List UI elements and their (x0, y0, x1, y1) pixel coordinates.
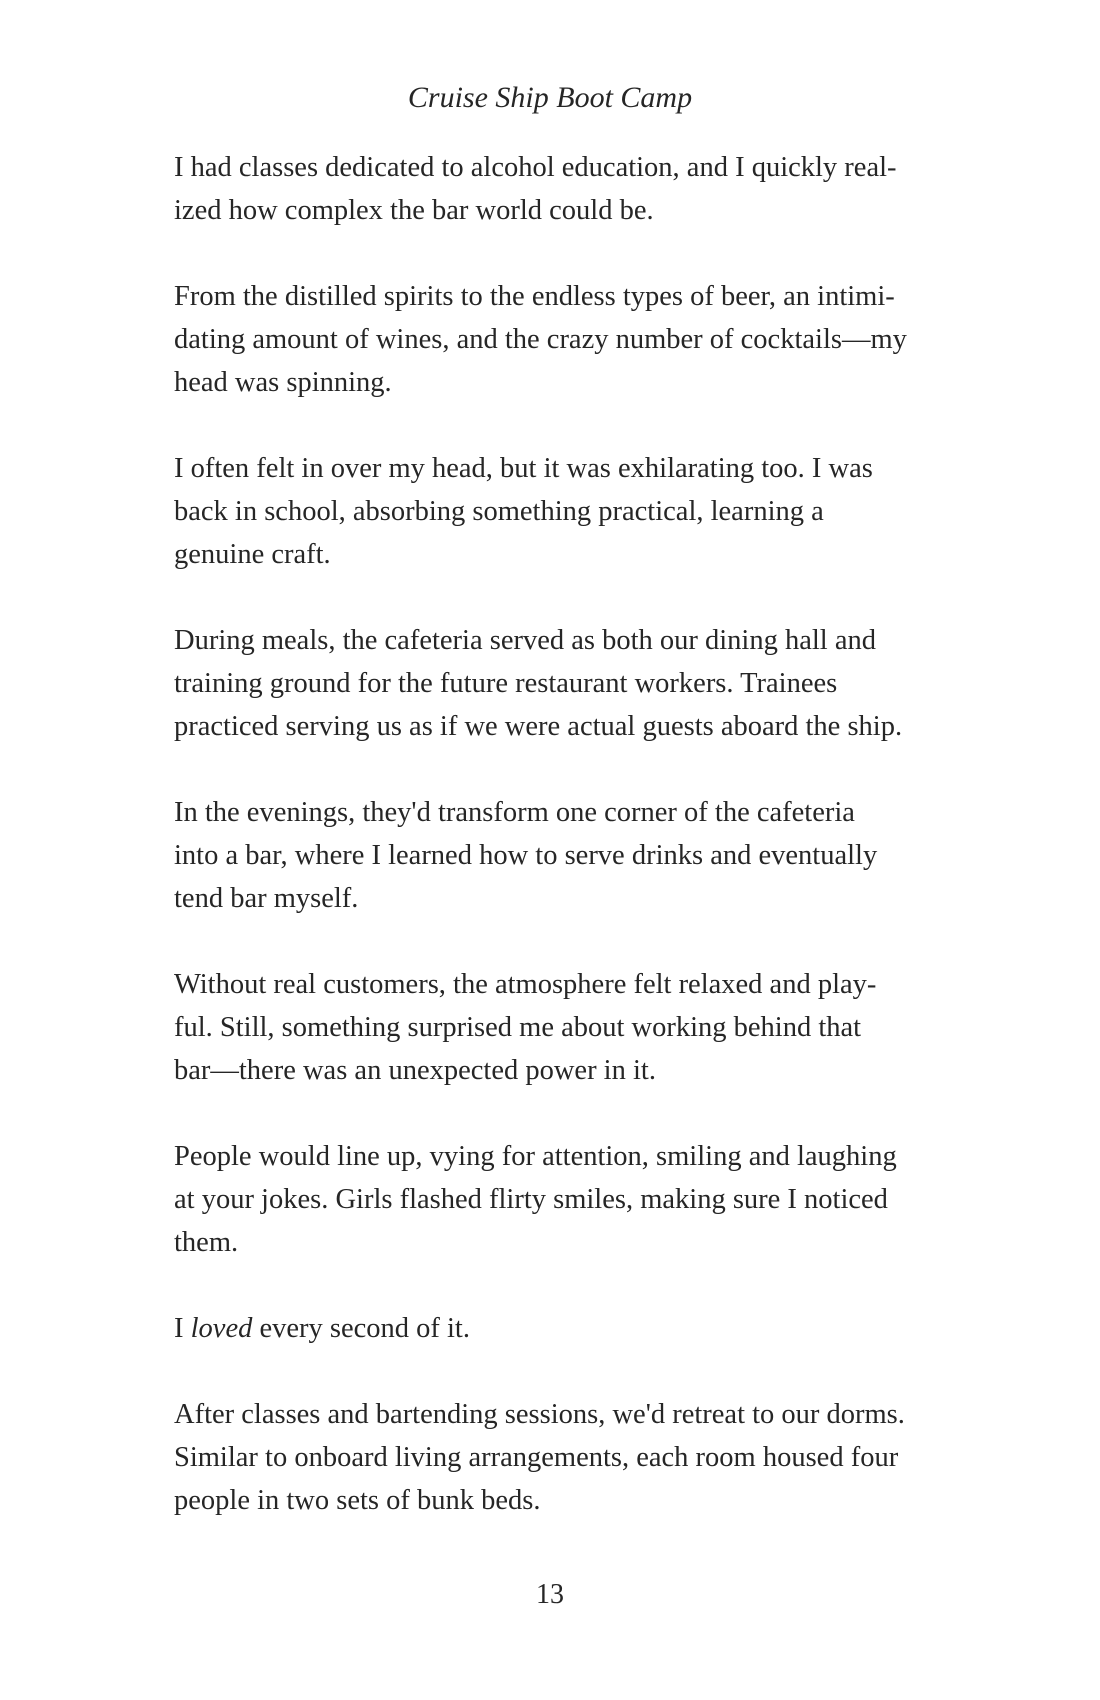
body-text (174, 146, 970, 1565)
paragraph-5 (174, 791, 970, 920)
text-line: at your jokes. Girls flashed flirty smiles, making sure I noticed (174, 1184, 888, 1215)
running-head: Cruise Ship Boot Camp (407, 81, 693, 114)
text-line: training ground for the future restaurant workers. Trainees (174, 668, 838, 699)
text-line: From the distilled spirits to the endless types of beer, an intimi- (174, 281, 895, 312)
text-line: Similar to onboard living arrangements, each room housed four (174, 1442, 899, 1473)
page-number: 13 (536, 1579, 564, 1610)
text-line: people in two sets of bunk beds. (174, 1485, 541, 1516)
text-line: Without real customers, the atmosphere felt relaxed and play- (174, 969, 877, 1000)
text-line: head was spinning. (174, 367, 392, 398)
paragraph-7 (174, 1135, 970, 1264)
text-line: back in school, absorbing something practical, learning a (174, 496, 824, 527)
emphasis-text: loved (190, 1313, 253, 1344)
text-line: ized how complex the bar world could be. (174, 195, 654, 226)
text-after: every second of it. (252, 1313, 470, 1344)
paragraph-1 (174, 146, 970, 232)
text-line: I often felt in over my head, but it was exhilarating too. I was (174, 453, 873, 484)
text-line: genuine craft. (174, 539, 331, 570)
text-line: I had classes dedicated to alcohol education, and I quickly real- (174, 152, 897, 183)
text-line: dating amount of wines, and the crazy number of cocktails—my (174, 324, 907, 355)
text-line (174, 1307, 970, 1350)
paragraph-6 (174, 963, 970, 1092)
paragraph-4 (174, 619, 970, 748)
paragraph-8 (174, 1307, 970, 1350)
text-line: People would line up, vying for attention, smiling and laughing (174, 1141, 897, 1172)
text-line: During meals, the cafeteria served as both our dining hall and (174, 625, 876, 656)
text-line: tend bar myself. (174, 883, 359, 914)
text-line: ful. Still, something surprised me about working behind that (174, 1012, 862, 1043)
text-line: bar—there was an unexpected power in it. (174, 1055, 656, 1086)
text-line: After classes and bartending sessions, we'd retreat to our dorms. (174, 1399, 905, 1430)
text-line: into a bar, where I learned how to serve drinks and eventually (174, 840, 878, 871)
paragraph-9 (174, 1393, 970, 1522)
text-line: In the evenings, they'd transform one corner of the cafeteria (174, 797, 855, 828)
text-line: practiced serving us as if we were actual guests aboard the ship. (174, 711, 903, 742)
text-before: I (174, 1313, 191, 1344)
text-line: them. (174, 1227, 239, 1258)
paragraph-2 (174, 275, 970, 404)
paragraph-3 (174, 447, 970, 576)
